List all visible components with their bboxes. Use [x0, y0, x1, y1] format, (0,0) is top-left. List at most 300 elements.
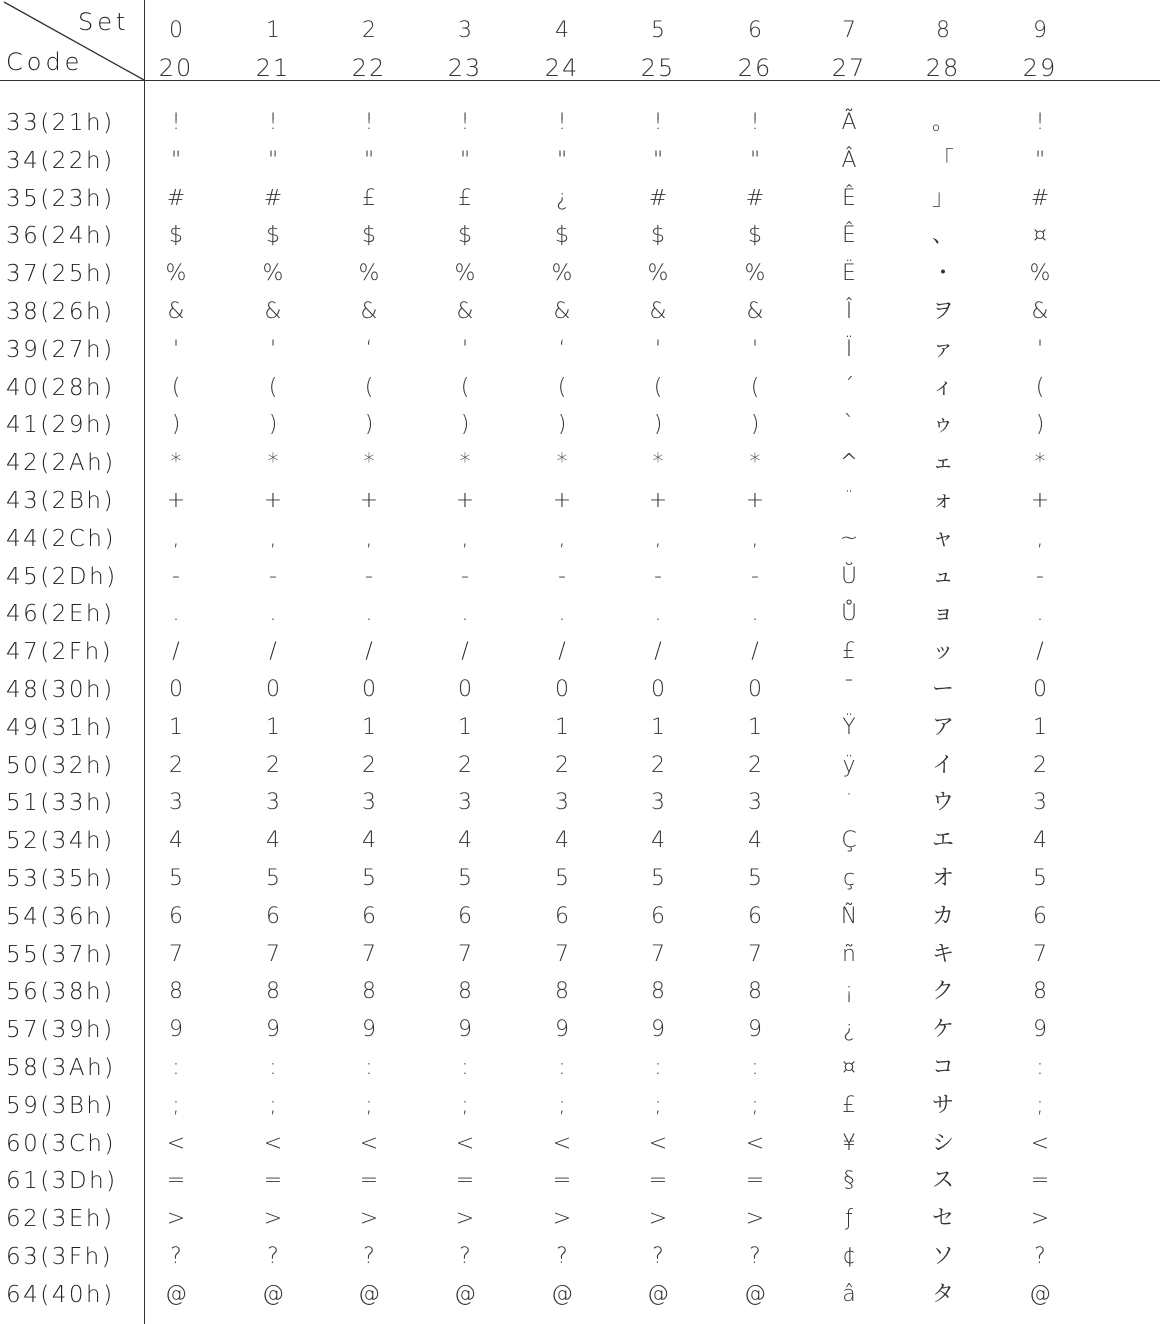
- char-cell: ": [749, 147, 761, 173]
- row-code-label: 45(2Dh): [6, 563, 118, 590]
- char-cell: ': [172, 336, 180, 362]
- char-cell: ˙: [843, 790, 855, 816]
- char-cell: *: [749, 450, 761, 476]
- char-cell: ¤: [842, 1055, 856, 1080]
- row-code-label: 58(3Ah): [6, 1055, 116, 1081]
- row-code-label: 48(30h): [6, 677, 115, 703]
- char-cell: &: [264, 299, 282, 324]
- char-cell: 5: [651, 866, 665, 891]
- char-cell: 8: [169, 979, 183, 1005]
- char-cell: ?: [1034, 1244, 1046, 1269]
- char-cell: 6: [169, 903, 183, 929]
- char-cell: £: [458, 185, 472, 211]
- char-cell: %: [454, 261, 476, 287]
- char-cell: /: [751, 639, 759, 665]
- char-cell: ?: [459, 1244, 471, 1269]
- char-cell: (: [364, 374, 374, 400]
- char-cell: 。: [931, 110, 954, 135]
- code-header-2: 22: [351, 54, 387, 82]
- char-cell: Ï: [845, 336, 853, 362]
- char-cell: -: [365, 563, 373, 589]
- char-cell: 1: [266, 714, 280, 740]
- char-cell: Â: [841, 147, 857, 173]
- char-cell: <: [648, 1130, 668, 1156]
- row-code-label: 36(24h): [6, 223, 115, 250]
- char-cell: :: [269, 1055, 277, 1080]
- char-cell: /: [558, 639, 566, 665]
- char-cell: Ÿ: [842, 714, 856, 740]
- row-code-label: 62(3Eh): [6, 1206, 115, 1233]
- row-code-label: 34(22h): [6, 147, 115, 174]
- char-cell: $: [169, 223, 183, 249]
- char-cell: 4: [555, 828, 569, 854]
- row-code-label: 61(3Dh): [6, 1168, 118, 1195]
- char-cell: (: [268, 374, 278, 400]
- char-cell: +: [745, 488, 765, 513]
- char-cell: ƒ: [845, 1206, 853, 1232]
- char-cell: ": [170, 147, 182, 173]
- row-code-label: 44(2Ch): [6, 525, 116, 552]
- char-cell: ": [267, 147, 279, 173]
- char-cell: 0: [266, 677, 280, 702]
- char-cell: ": [459, 147, 471, 173]
- char-cell: 3: [1033, 790, 1047, 816]
- char-cell: %: [551, 261, 573, 287]
- char-cell: 9: [748, 1017, 762, 1043]
- char-cell: 4: [362, 828, 376, 854]
- char-cell: 9: [362, 1017, 376, 1043]
- char-cell: 6: [1033, 903, 1047, 929]
- row-code-label: 52(34h): [6, 828, 115, 855]
- char-cell: ): [1035, 412, 1045, 438]
- char-cell: /: [269, 639, 277, 665]
- set-header-6: 6: [748, 18, 762, 43]
- char-cell: 5: [362, 866, 376, 891]
- char-cell: 7: [1033, 941, 1047, 967]
- char-cell: /: [654, 639, 662, 665]
- char-cell: /: [461, 639, 469, 665]
- char-cell: シ: [931, 1130, 954, 1156]
- char-cell: .: [558, 601, 566, 627]
- char-cell: ñ: [842, 941, 856, 967]
- char-cell: 8: [266, 979, 280, 1005]
- code-header-1: 21: [255, 54, 291, 82]
- char-cell: ~: [839, 525, 859, 551]
- char-cell: 7: [651, 941, 665, 967]
- char-cell: 9: [555, 1017, 569, 1043]
- char-cell: :: [461, 1055, 469, 1080]
- char-cell: =: [359, 1168, 379, 1194]
- char-cell: *: [363, 450, 375, 476]
- char-cell: ;: [172, 1092, 180, 1118]
- char-cell: 2: [266, 752, 280, 778]
- char-cell: =: [552, 1168, 572, 1194]
- set-header-5: 5: [651, 18, 665, 43]
- char-cell: ソ: [931, 1244, 954, 1269]
- char-cell: ¥: [842, 1130, 856, 1156]
- char-cell: >: [263, 1206, 283, 1232]
- char-cell: 2: [362, 752, 376, 778]
- char-cell: <: [552, 1130, 572, 1156]
- row-code-label: 60(3Ch): [6, 1130, 116, 1157]
- char-cell: +: [1030, 488, 1050, 513]
- char-cell: 8: [458, 979, 472, 1005]
- char-cell: .: [751, 601, 759, 627]
- char-cell: ¢: [842, 1244, 856, 1269]
- char-cell: ッ: [931, 639, 954, 665]
- char-cell: ¯: [843, 677, 855, 702]
- char-cell: 0: [555, 677, 569, 702]
- char-cell: .: [269, 601, 277, 627]
- corner-set-label: Set: [78, 8, 130, 36]
- char-cell: :: [654, 1055, 662, 1080]
- char-cell: ;: [461, 1092, 469, 1118]
- char-cell: 2: [1033, 752, 1047, 778]
- char-cell: @: [551, 1281, 573, 1307]
- char-cell: 3: [651, 790, 665, 816]
- char-cell: ´: [843, 374, 855, 400]
- char-cell: =: [263, 1168, 283, 1194]
- char-cell: =: [1030, 1168, 1050, 1194]
- char-cell: &: [360, 299, 378, 324]
- char-cell: ?: [267, 1244, 279, 1269]
- char-cell: ォ: [931, 488, 954, 513]
- char-cell: 7: [555, 941, 569, 967]
- char-cell: 6: [458, 903, 472, 929]
- char-cell: 5: [1033, 866, 1047, 891]
- char-cell: Ŭ: [840, 563, 858, 589]
- char-cell: 0: [169, 677, 183, 702]
- char-cell: ;: [654, 1092, 662, 1118]
- char-cell: ): [653, 412, 663, 438]
- char-cell: -: [558, 563, 566, 589]
- char-cell: *: [459, 450, 471, 476]
- row-code-label: 35(23h): [6, 185, 115, 212]
- char-cell: ): [364, 412, 374, 438]
- char-cell: ?: [556, 1244, 568, 1269]
- char-cell: -: [172, 563, 180, 589]
- char-cell: >: [1030, 1206, 1050, 1232]
- char-cell: .: [172, 601, 180, 627]
- char-cell: 0: [458, 677, 472, 702]
- char-cell: :: [558, 1055, 566, 1080]
- char-cell: ?: [170, 1244, 182, 1269]
- char-cell: (: [460, 374, 470, 400]
- char-cell: $: [748, 223, 762, 249]
- char-cell: ): [268, 412, 278, 438]
- char-cell: ‘: [558, 336, 566, 362]
- set-header-2: 2: [362, 18, 376, 43]
- char-cell: ェ: [931, 450, 954, 476]
- char-cell: !: [557, 110, 567, 135]
- char-cell: ÿ: [842, 752, 856, 778]
- char-cell: %: [647, 261, 669, 287]
- char-cell: 2: [458, 752, 472, 778]
- row-code-label: 50(32h): [6, 752, 115, 779]
- char-cell: @: [744, 1281, 766, 1307]
- char-cell: 8: [555, 979, 569, 1005]
- char-cell: ): [750, 412, 760, 438]
- char-cell: +: [552, 488, 572, 513]
- char-cell: <: [263, 1130, 283, 1156]
- char-cell: 6: [555, 903, 569, 929]
- char-cell: ァ: [931, 336, 954, 362]
- char-cell: ¨: [843, 488, 855, 513]
- char-cell: ,: [1036, 525, 1044, 551]
- char-cell: !: [750, 110, 760, 135]
- char-cell: !: [364, 110, 374, 135]
- char-cell: $: [651, 223, 665, 249]
- char-cell: ア: [931, 714, 954, 740]
- char-cell: /: [365, 639, 373, 665]
- char-cell: *: [556, 450, 568, 476]
- char-cell: ": [1034, 147, 1046, 173]
- char-cell: -: [1036, 563, 1044, 589]
- char-cell: 4: [169, 828, 183, 854]
- row-code-label: 42(2Ah): [6, 450, 116, 477]
- char-cell: &: [746, 299, 764, 324]
- char-cell: ウ: [931, 790, 954, 816]
- char-cell: (: [750, 374, 760, 400]
- char-cell: 3: [458, 790, 472, 816]
- char-cell: ': [461, 336, 469, 362]
- char-cell: %: [358, 261, 380, 287]
- char-cell: :: [172, 1055, 180, 1080]
- char-cell: 6: [362, 903, 376, 929]
- char-cell: セ: [931, 1206, 954, 1232]
- row-code-label: 38(26h): [6, 299, 115, 325]
- code-header-0: 20: [158, 54, 194, 82]
- char-cell: Ã: [841, 110, 857, 135]
- char-cell: 5: [169, 866, 183, 891]
- char-cell: +: [359, 488, 379, 513]
- char-cell: <: [166, 1130, 186, 1156]
- char-cell: ‘: [365, 336, 373, 362]
- char-cell: <: [1030, 1130, 1050, 1156]
- char-cell: *: [267, 450, 279, 476]
- char-cell: ¡: [844, 979, 854, 1005]
- char-cell: ョ: [931, 601, 954, 627]
- char-cell: (: [1035, 374, 1045, 400]
- char-cell: ゥ: [931, 412, 954, 438]
- char-cell: $: [555, 223, 569, 249]
- char-cell: 5: [748, 866, 762, 891]
- char-cell: ,: [654, 525, 662, 551]
- code-header-8: 28: [925, 54, 961, 82]
- char-cell: !: [1035, 110, 1045, 135]
- char-cell: =: [455, 1168, 475, 1194]
- char-cell: Ů: [840, 601, 858, 627]
- char-cell: 8: [1033, 979, 1047, 1005]
- char-cell: >: [166, 1206, 186, 1232]
- char-cell: 7: [169, 941, 183, 967]
- char-cell: ): [460, 412, 470, 438]
- set-header-9: 9: [1033, 18, 1047, 43]
- char-cell: ": [556, 147, 568, 173]
- char-cell: 5: [266, 866, 280, 891]
- char-cell: ¿: [843, 1017, 855, 1043]
- char-cell: 1: [169, 714, 183, 740]
- char-cell: 9: [1033, 1017, 1047, 1043]
- char-cell: ): [171, 412, 181, 438]
- char-cell: â: [842, 1281, 856, 1307]
- char-cell: &: [1031, 299, 1049, 324]
- char-cell: 1: [651, 714, 665, 740]
- char-cell: £: [842, 1092, 856, 1118]
- char-cell: >: [552, 1206, 572, 1232]
- char-cell: %: [165, 261, 187, 287]
- char-cell: `: [843, 412, 855, 438]
- char-cell: (: [171, 374, 181, 400]
- char-cell: ¿: [556, 185, 568, 211]
- char-cell: 7: [748, 941, 762, 967]
- char-cell: ク: [931, 979, 954, 1005]
- char-cell: *: [1034, 450, 1046, 476]
- char-cell: -: [269, 563, 277, 589]
- char-cell: Ñ: [840, 903, 858, 929]
- char-cell: イ: [931, 752, 954, 778]
- char-cell: 1: [555, 714, 569, 740]
- code-header-9: 29: [1022, 54, 1058, 82]
- code-header-6: 26: [737, 54, 773, 82]
- char-cell: ": [652, 147, 664, 173]
- char-cell: 7: [362, 941, 376, 967]
- char-cell: >: [359, 1206, 379, 1232]
- char-cell: %: [1029, 261, 1051, 287]
- char-cell: 0: [362, 677, 376, 702]
- char-cell: <: [745, 1130, 765, 1156]
- char-cell: 1: [748, 714, 762, 740]
- char-cell: 0: [1033, 677, 1047, 702]
- char-cell: 3: [266, 790, 280, 816]
- char-cell: 4: [458, 828, 472, 854]
- char-cell: 7: [266, 941, 280, 967]
- char-cell: Ç: [841, 828, 857, 854]
- char-cell: ;: [558, 1092, 566, 1118]
- char-cell: *: [652, 450, 664, 476]
- char-cell: 5: [458, 866, 472, 891]
- char-cell: <: [359, 1130, 379, 1156]
- char-cell: +: [166, 488, 186, 513]
- char-cell: £: [842, 639, 856, 665]
- row-code-label: 41(29h): [6, 412, 115, 439]
- char-cell: 7: [458, 941, 472, 967]
- char-cell: キ: [931, 941, 954, 967]
- char-cell: (: [557, 374, 567, 400]
- char-cell: -: [654, 563, 662, 589]
- char-cell: ': [751, 336, 759, 362]
- char-cell: &: [167, 299, 185, 324]
- char-cell: ・: [931, 261, 954, 287]
- char-cell: 2: [651, 752, 665, 778]
- char-cell: @: [358, 1281, 380, 1307]
- char-cell: #: [1030, 185, 1050, 211]
- char-cell: -: [461, 563, 469, 589]
- row-code-label: 64(40h): [6, 1281, 115, 1308]
- char-cell: ー: [931, 677, 954, 702]
- code-header-5: 25: [640, 54, 676, 82]
- row-code-label: 33(21h): [6, 110, 115, 136]
- row-code-label: 55(37h): [6, 941, 115, 968]
- char-cell: $: [266, 223, 280, 249]
- char-cell: -: [751, 563, 759, 589]
- char-cell: #: [648, 185, 668, 211]
- set-header-0: 0: [169, 18, 183, 43]
- char-cell: ュ: [931, 563, 954, 589]
- char-cell: (: [653, 374, 663, 400]
- char-cell: 0: [651, 677, 665, 702]
- char-cell: 4: [748, 828, 762, 854]
- char-cell: :: [751, 1055, 759, 1080]
- char-cell: ": [363, 147, 375, 173]
- char-cell: ス: [931, 1168, 954, 1194]
- char-cell: エ: [931, 828, 954, 854]
- char-cell: .: [1036, 601, 1044, 627]
- char-cell: $: [362, 223, 376, 249]
- char-cell: <: [455, 1130, 475, 1156]
- char-cell: タ: [931, 1281, 954, 1307]
- char-cell: /: [1036, 639, 1044, 665]
- char-cell: =: [745, 1168, 765, 1194]
- char-cell: 6: [748, 903, 762, 929]
- char-cell: =: [166, 1168, 186, 1194]
- char-cell: 4: [266, 828, 280, 854]
- char-cell: ,: [751, 525, 759, 551]
- char-cell: ç: [842, 866, 856, 891]
- char-cell: @: [1029, 1281, 1051, 1307]
- char-cell: 9: [266, 1017, 280, 1043]
- char-cell: :: [365, 1055, 373, 1080]
- set-header-3: 3: [458, 18, 472, 43]
- row-code-label: 47(2Fh): [6, 639, 114, 666]
- char-cell: @: [454, 1281, 476, 1307]
- char-cell: ;: [751, 1092, 759, 1118]
- char-cell: #: [263, 185, 283, 211]
- char-cell: %: [262, 261, 284, 287]
- char-cell: !: [171, 110, 181, 135]
- char-cell: 8: [748, 979, 762, 1005]
- char-cell: 6: [266, 903, 280, 929]
- char-cell: 2: [748, 752, 762, 778]
- char-cell: コ: [931, 1055, 954, 1080]
- row-code-label: 49(31h): [6, 714, 115, 741]
- code-header-4: 24: [544, 54, 580, 82]
- row-code-label: 40(28h): [6, 374, 115, 401]
- char-cell: @: [165, 1281, 187, 1307]
- char-cell: 、: [931, 223, 954, 249]
- char-cell: ,: [365, 525, 373, 551]
- char-cell: @: [262, 1281, 284, 1307]
- char-cell: .: [365, 601, 373, 627]
- char-cell: >: [648, 1206, 668, 1232]
- char-cell: ケ: [931, 1017, 954, 1043]
- corner-code-label: Code: [6, 48, 84, 76]
- char-cell: ,: [461, 525, 469, 551]
- char-cell: ^: [839, 450, 859, 476]
- char-cell: #: [745, 185, 765, 211]
- char-cell: 5: [555, 866, 569, 891]
- char-cell: !: [653, 110, 663, 135]
- char-cell: ;: [269, 1092, 277, 1118]
- row-code-label: 51(33h): [6, 790, 115, 817]
- char-cell: 2: [169, 752, 183, 778]
- char-cell: ャ: [931, 525, 954, 551]
- row-code-label: 54(36h): [6, 903, 115, 930]
- char-cell: Ê: [842, 223, 856, 249]
- char-cell: 3: [169, 790, 183, 816]
- char-cell: 8: [651, 979, 665, 1005]
- char-cell: 3: [748, 790, 762, 816]
